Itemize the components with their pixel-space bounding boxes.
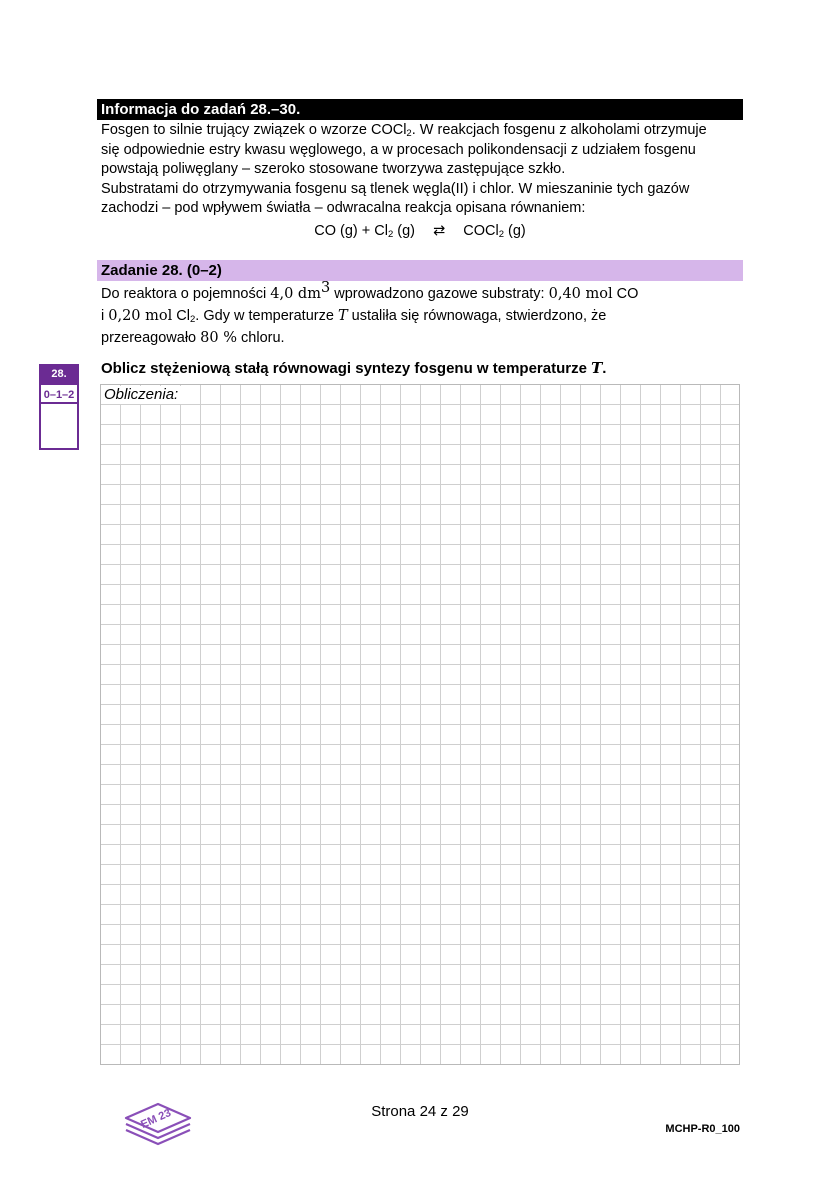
task-line-1: Do reaktora o pojemności 4,0 $dm^3$ wprowadzono gazowe substraty: 0,40 mol CO (101, 280, 639, 302)
logo-text: EM 23 (139, 1107, 173, 1131)
task-text (101, 280, 741, 349)
task-instruction: Oblicz stężeniową stałą równowagi syntezy fosgenu w temperaturze T. (101, 359, 607, 377)
score-task-number: 28. (39, 364, 79, 385)
info-header: Informacja do zadań 28.–30. (97, 99, 743, 120)
equilibrium-arrow-icon: ⇄ (433, 223, 446, 239)
calculation-grid[interactable] (100, 384, 740, 1065)
page-number: Strona 24 z 29 (371, 1103, 469, 1120)
info-line-2: się odpowiednie estry kwasu węglowego, a w procesach polikondensacji z udziałem fosgenu (101, 141, 696, 158)
info-line-1: Fosgen to silnie trujący związek o wzorze COCl$_2$. W reakcjach fosgenu z alkoholami otrzymuje (101, 122, 707, 139)
task-line-2: i 0,20 mol $Cl_2$. Gdy w temperaturze T ustaliła się równowaga, stwierdzono, że (101, 308, 607, 325)
grid-label: Obliczenia: (104, 386, 181, 404)
info-line-3: powstają poliwęglany – szeroko stosowane tworzywa zastępujące szkło. (101, 161, 566, 177)
task-header: Zadanie 28. (0–2) (97, 260, 743, 281)
exam-code: MCHP-R0_100 (665, 1123, 740, 1135)
task-line-3: przereagowało 80 % chloru. (101, 330, 285, 346)
info-line-4: Substratami do otrzymywania fosgenu są tlenek węgla(II) i chlor. W mieszaninie tych gazów (101, 180, 690, 197)
info-text (101, 121, 741, 219)
reaction-equation: CO $(g) + Cl_2$ (g) ⇄ COCl$_2$ (g) (314, 223, 526, 240)
score-points: 0–1–2 (41, 386, 77, 404)
info-line-5: zachodzi – pod wpływem światła – odwracalna reakcja opisana równaniem: (101, 200, 586, 216)
